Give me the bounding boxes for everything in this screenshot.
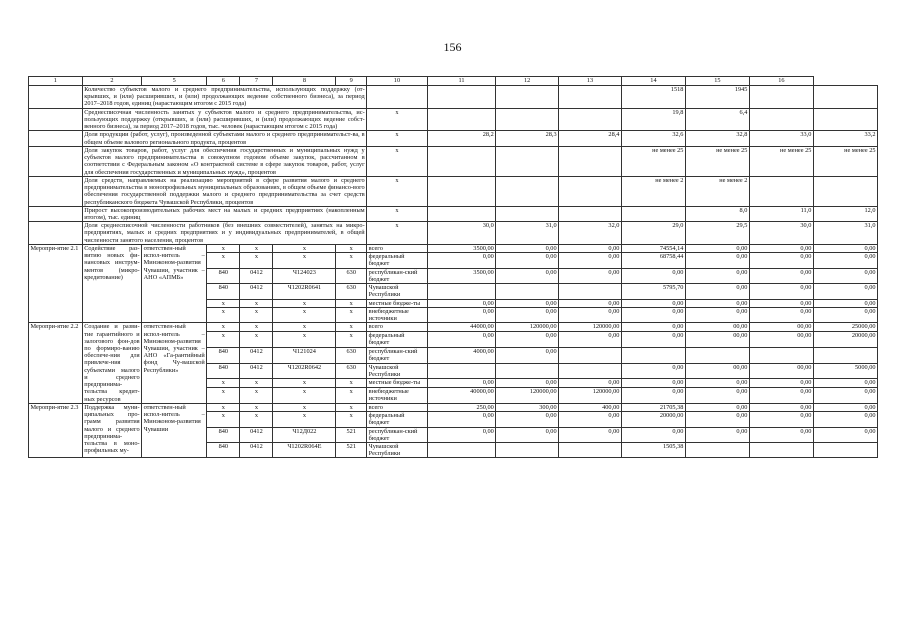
indicator-value xyxy=(427,108,496,131)
expense-type-code: х xyxy=(336,323,367,331)
indicator-value xyxy=(427,146,496,176)
funding-value xyxy=(427,443,496,458)
funding-value: 0,00 xyxy=(559,427,622,442)
header-cell: 15 xyxy=(685,77,749,86)
funding-value: 0,00 xyxy=(749,244,813,252)
funding-value: 0,00 xyxy=(813,427,877,442)
funding-value: 120000,00 xyxy=(559,387,622,403)
funding-value: 0,00 xyxy=(559,412,622,427)
funding-value: 0,00 xyxy=(621,299,685,307)
grbs-code: х xyxy=(207,299,240,307)
expense-type-code: х xyxy=(336,387,367,403)
funding-value: 00,00 xyxy=(685,363,749,379)
grbs-code: х xyxy=(207,379,240,387)
indicator-value xyxy=(559,86,622,109)
funding-value: 5000,00 xyxy=(813,363,877,379)
funding-value xyxy=(496,284,559,299)
funding-value xyxy=(427,363,496,379)
funding-value: 0,00 xyxy=(685,403,749,411)
indicator-value: не менее 25 xyxy=(685,146,749,176)
funding-source: всего xyxy=(367,403,428,411)
funding-value: 0,00 xyxy=(621,268,685,283)
grbs-code: х xyxy=(207,307,240,322)
empty-cell xyxy=(29,146,83,176)
grbs-code: х xyxy=(207,323,240,331)
target-article-code: х xyxy=(273,379,336,387)
measure-name: Создание и разви-тие гарантийного и залогового фон-дов по формиро-ванию обеспече-ния для привлече-ния субъектами малого и среднего предпринима-тельства кредит-ных ресурсов xyxy=(84,323,140,403)
section-code: х xyxy=(240,379,273,387)
measure-label: Меропри-ятие 2.1 xyxy=(29,244,83,322)
indicator-value xyxy=(621,206,685,221)
funding-value: 0,00 xyxy=(559,331,622,347)
funding-value: 0,00 xyxy=(813,299,877,307)
target-article-code: Ч1202R064E xyxy=(273,443,336,458)
funding-value: 0,00 xyxy=(559,379,622,387)
funding-value xyxy=(559,443,622,458)
indicator-value: х xyxy=(367,108,428,131)
funding-value: 0,00 xyxy=(685,307,749,322)
target-article-code: Ч12Д022 xyxy=(273,427,336,442)
funding-source: внебюджетные источники xyxy=(367,387,428,403)
section-code: х xyxy=(240,307,273,322)
responsible-executor: ответствен-ный испол-нитель – Минэконом-развития Чувашии, участник – АНО «АПМБ» xyxy=(142,244,207,322)
indicator-value: не менее 2 xyxy=(685,176,749,206)
indicator-value xyxy=(559,206,622,221)
indicator-row xyxy=(29,146,878,176)
header-cell: 10 xyxy=(367,77,428,86)
funding-value: 0,00 xyxy=(496,253,559,268)
funding-value xyxy=(621,347,685,363)
header-cell: 1 xyxy=(29,77,83,86)
indicator-value: не менее 25 xyxy=(621,146,685,176)
funding-value: 0,00 xyxy=(749,403,813,411)
expense-type-code: 630 xyxy=(336,347,367,363)
funding-value: 0,00 xyxy=(621,387,685,403)
funding-value: 250,00 xyxy=(427,403,496,411)
indicator-value xyxy=(813,86,877,109)
target-article-code: х xyxy=(273,323,336,331)
grbs-code: х xyxy=(207,331,240,347)
empty-cell xyxy=(29,176,83,206)
funding-value: 00,00 xyxy=(685,331,749,347)
indicator-value: 32,8 xyxy=(685,131,749,146)
funding-value: 120000,00 xyxy=(496,323,559,331)
funding-value: 3500,00 xyxy=(427,244,496,252)
funding-source: внебюджетные источники xyxy=(367,307,428,322)
expense-type-code: х xyxy=(336,403,367,411)
target-article-code: х xyxy=(273,299,336,307)
funding-value: 0,00 xyxy=(427,379,496,387)
expense-type-code: 630 xyxy=(336,268,367,283)
funding-value: 0,00 xyxy=(813,244,877,252)
indicator-value xyxy=(427,206,496,221)
funding-value: 0,00 xyxy=(685,299,749,307)
target-article-code: Ч124023 xyxy=(273,268,336,283)
funding-value xyxy=(559,284,622,299)
funding-value: 0,00 xyxy=(685,379,749,387)
section-code: х xyxy=(240,253,273,268)
funding-value: 25000,00 xyxy=(813,323,877,331)
funding-value: 21705,38 xyxy=(621,403,685,411)
funding-value: 0,00 xyxy=(813,379,877,387)
grbs-code: х xyxy=(207,244,240,252)
funding-value: 0,00 xyxy=(749,307,813,322)
indicator-value xyxy=(367,86,428,109)
indicator-value xyxy=(813,108,877,131)
target-article-code: х xyxy=(273,331,336,347)
funding-value: 20000,00 xyxy=(621,412,685,427)
indicator-row xyxy=(29,176,878,206)
measure-row xyxy=(29,403,878,411)
funding-value xyxy=(749,347,813,363)
funding-value: 0,00 xyxy=(427,412,496,427)
funding-value: 0,00 xyxy=(559,268,622,283)
measure-name: Поддержка муни-ципальных про-грамм развития малого и среднего предпринима-тельства в моно-профильных му- xyxy=(82,403,141,458)
funding-value: 20000,00 xyxy=(813,331,877,347)
funding-value: 00,00 xyxy=(749,331,813,347)
funding-value xyxy=(685,347,749,363)
section-code: х xyxy=(240,299,273,307)
expense-type-code: 630 xyxy=(336,363,367,379)
funding-value: 0,00 xyxy=(427,331,496,347)
indicator-value xyxy=(496,86,559,109)
funding-value: 0,00 xyxy=(496,331,559,347)
indicator-value: 33,2 xyxy=(813,131,877,146)
expense-type-code: х xyxy=(336,331,367,347)
grbs-code: 840 xyxy=(207,347,240,363)
grbs-code: х xyxy=(207,403,240,411)
indicator-row xyxy=(29,86,878,109)
indicator-row xyxy=(29,108,878,131)
funding-value: 0,00 xyxy=(621,331,685,347)
funding-value xyxy=(496,363,559,379)
measure-row xyxy=(29,244,878,252)
funding-value: 0,00 xyxy=(559,299,622,307)
empty-cell xyxy=(29,206,83,221)
header-cell: 12 xyxy=(496,77,559,86)
section-code: 0412 xyxy=(240,268,273,283)
expense-type-code: х xyxy=(336,379,367,387)
funding-value xyxy=(559,347,622,363)
indicator-value xyxy=(427,176,496,206)
funding-value: 0,00 xyxy=(559,307,622,322)
funding-value: 74554,14 xyxy=(621,244,685,252)
grbs-code: х xyxy=(207,253,240,268)
funding-value xyxy=(685,443,749,458)
funding-value: 4000,00 xyxy=(427,347,496,363)
funding-source: федеральный бюджет xyxy=(367,253,428,268)
funding-value: 0,00 xyxy=(496,307,559,322)
target-article-code: х xyxy=(273,307,336,322)
indicator-value xyxy=(749,86,813,109)
indicator-value: 33,0 xyxy=(749,131,813,146)
funding-value: 1505,38 xyxy=(621,443,685,458)
funding-value: 0,00 xyxy=(685,284,749,299)
target-article-code: х xyxy=(273,253,336,268)
indicator-value: х xyxy=(367,176,428,206)
expense-type-code: х xyxy=(336,412,367,427)
indicator-text: Доля закупок товаров, работ, услуг для обеспечения государственных и муниципальных нужд у субъектов малого предпринимательства в совокупном годовом объеме закупок, рассчитанном в соответствии с Федеральным законом «О контрактной системе в сфере закупок товаров, работ, услуг для обеспечения государственных и муниципальных нужд», процентов xyxy=(84,146,365,176)
indicator-row xyxy=(29,131,878,146)
funding-value: 44000,00 xyxy=(427,323,496,331)
funding-value: 0,00 xyxy=(749,299,813,307)
target-article-code: Ч121024 xyxy=(273,347,336,363)
funding-source: местные бюдже-ты xyxy=(367,379,428,387)
funding-value: 0,00 xyxy=(496,347,559,363)
header-cell: 2 xyxy=(82,77,141,86)
funding-value xyxy=(427,284,496,299)
indicator-row xyxy=(29,206,878,221)
responsible-executor: ответствен-ный испол-нитель – Минэконом-развития Чувашии xyxy=(142,403,207,458)
funding-value xyxy=(813,347,877,363)
indicator-text: Прирост высокопроизводительных рабочих мест на малых и средних предприятиях (накопленным итогом), тыс. единиц xyxy=(84,206,365,221)
indicator-value: не менее 2 xyxy=(621,176,685,206)
section-code: 0412 xyxy=(240,427,273,442)
indicator-text: Доля среднесписочной численности работников (без внешних совместителей), занятых на микро-предприятиях, малых и средних предприятиях и у индивидуальных предпринимателей, в общей численности занятого населения, процентов xyxy=(84,222,365,244)
target-article-code: х xyxy=(273,403,336,411)
funding-value: 0,00 xyxy=(749,253,813,268)
empty-cell xyxy=(29,108,83,131)
header-cell: 13 xyxy=(559,77,622,86)
funding-source: федеральный бюджет xyxy=(367,412,428,427)
indicator-value xyxy=(559,108,622,131)
funding-source: республикан-ский бюджет xyxy=(367,347,428,363)
indicator-value: 31,0 xyxy=(813,222,877,245)
funding-value: 0,00 xyxy=(496,268,559,283)
funding-source: Чувашской Республики xyxy=(367,284,428,299)
grbs-code: х xyxy=(207,412,240,427)
indicator-value xyxy=(559,176,622,206)
funding-value: 120000,00 xyxy=(559,323,622,331)
funding-value: 0,00 xyxy=(685,268,749,283)
funding-value: 0,00 xyxy=(427,253,496,268)
expense-type-code: 521 xyxy=(336,443,367,458)
grbs-code: х xyxy=(207,387,240,403)
indicator-value xyxy=(496,206,559,221)
funding-value: 0,00 xyxy=(559,244,622,252)
program-table xyxy=(28,76,878,458)
indicator-value: 30,0 xyxy=(749,222,813,245)
indicator-value: х xyxy=(367,206,428,221)
funding-value xyxy=(813,443,877,458)
indicator-value xyxy=(427,86,496,109)
indicator-value xyxy=(496,146,559,176)
indicator-value: х xyxy=(367,131,428,146)
funding-source: Чувашской Республики xyxy=(367,443,428,458)
indicator-value: х xyxy=(367,222,428,245)
indicator-value: 32,6 xyxy=(621,131,685,146)
header-cell: 11 xyxy=(427,77,496,86)
funding-value: 00,00 xyxy=(749,363,813,379)
indicator-text: Доля продукции (работ, услуг), произведенной субъектами малого и среднего предпринимательст-ва, в общем объеме валового регионального продукта, процентов xyxy=(84,131,365,146)
indicator-value: х xyxy=(367,146,428,176)
funding-value: 400,00 xyxy=(559,403,622,411)
funding-value: 0,00 xyxy=(813,403,877,411)
funding-value: 0,00 xyxy=(685,253,749,268)
funding-value: 40000,00 xyxy=(427,387,496,403)
expense-type-code: х xyxy=(336,307,367,322)
section-code: х xyxy=(240,403,273,411)
funding-value: 0,00 xyxy=(621,379,685,387)
funding-value: 0,00 xyxy=(813,387,877,403)
funding-value: 0,00 xyxy=(685,244,749,252)
indicator-value: 19,8 xyxy=(621,108,685,131)
section-code: 0412 xyxy=(240,284,273,299)
funding-value: 0,00 xyxy=(749,412,813,427)
funding-value xyxy=(496,443,559,458)
funding-value: 0,00 xyxy=(685,427,749,442)
empty-cell xyxy=(29,86,83,109)
measure-name: Содействие раз-витию новых фи-нансовых инструм-ментов (микро-кредитование) xyxy=(82,244,141,322)
funding-source: Чувашской Республики xyxy=(367,363,428,379)
funding-value xyxy=(559,363,622,379)
target-article-code: х xyxy=(273,387,336,403)
funding-value: 0,00 xyxy=(621,307,685,322)
indicator-value: не менее 25 xyxy=(813,146,877,176)
funding-value: 5795,70 xyxy=(621,284,685,299)
funding-value: 0,00 xyxy=(685,387,749,403)
funding-value: 0,00 xyxy=(496,244,559,252)
funding-value: 0,00 xyxy=(813,284,877,299)
funding-value: 0,00 xyxy=(496,379,559,387)
funding-value: 0,00 xyxy=(685,412,749,427)
empty-cell xyxy=(29,222,83,245)
indicator-value xyxy=(749,176,813,206)
grbs-code: 840 xyxy=(207,427,240,442)
indicator-value: 1518 xyxy=(621,86,685,109)
indicator-value: 31,0 xyxy=(496,222,559,245)
indicator-value xyxy=(559,146,622,176)
indicator-text: Количество субъектов малого и среднего предпринимательства, использующих поддержку (от-крывших, и (или) расширивших, и (или) продолжающих ведение собственного бизнеса), за период 2017–2018 годов, единиц (нарастающим итогом с 2015 года) xyxy=(84,86,365,108)
funding-value: 00,00 xyxy=(685,323,749,331)
expense-type-code: х xyxy=(336,299,367,307)
indicator-value xyxy=(749,108,813,131)
section-code: х xyxy=(240,244,273,252)
indicator-value: 8,0 xyxy=(685,206,749,221)
section-code: х xyxy=(240,412,273,427)
section-code: 0412 xyxy=(240,347,273,363)
expense-type-code: х xyxy=(336,244,367,252)
grbs-code: 840 xyxy=(207,268,240,283)
header-cell: 6 xyxy=(207,77,240,86)
funding-value: 0,00 xyxy=(496,412,559,427)
funding-value: 0,00 xyxy=(813,307,877,322)
header-cell: 8 xyxy=(273,77,336,86)
funding-value: 0,00 xyxy=(621,427,685,442)
funding-value: 3500,00 xyxy=(427,268,496,283)
indicator-value: 32,0 xyxy=(559,222,622,245)
funding-source: республикан-ский бюджет xyxy=(367,268,428,283)
header-cell: 9 xyxy=(336,77,367,86)
indicator-value xyxy=(496,108,559,131)
header-cell: 14 xyxy=(621,77,685,86)
table-body xyxy=(29,77,878,458)
indicator-value: 12,0 xyxy=(813,206,877,221)
target-article-code: х xyxy=(273,244,336,252)
funding-value xyxy=(749,443,813,458)
grbs-code: 840 xyxy=(207,284,240,299)
indicator-value: 11,0 xyxy=(749,206,813,221)
funding-value: 0,00 xyxy=(749,268,813,283)
responsible-executor: ответствен-ный испол-нитель – Минэконом-развития Чувашии, участник – АНО «Га-рантийный фонд Чу-вашской Республики» xyxy=(142,323,207,404)
measure-label: Меропри-ятие 2.2 xyxy=(29,323,83,404)
funding-value: 0,00 xyxy=(749,387,813,403)
indicator-value: 30,0 xyxy=(427,222,496,245)
funding-value: 0,00 xyxy=(427,427,496,442)
indicator-row xyxy=(29,222,878,245)
section-code: х xyxy=(240,331,273,347)
funding-value: 0,00 xyxy=(749,379,813,387)
indicator-value xyxy=(813,176,877,206)
page-number: 156 xyxy=(443,40,462,54)
indicator-value: 29,0 xyxy=(621,222,685,245)
funding-source: всего xyxy=(367,323,428,331)
funding-value: 0,00 xyxy=(427,299,496,307)
grbs-code: 840 xyxy=(207,443,240,458)
indicator-value xyxy=(496,176,559,206)
funding-value: 0,00 xyxy=(496,299,559,307)
funding-source: республикан-ский бюджет xyxy=(367,427,428,442)
funding-value: 0,00 xyxy=(813,412,877,427)
grbs-code: 840 xyxy=(207,363,240,379)
header-cell: 16 xyxy=(749,77,813,86)
funding-value: 300,00 xyxy=(496,403,559,411)
header-row xyxy=(29,77,878,86)
indicator-value: 1945 xyxy=(685,86,749,109)
funding-value: 0,00 xyxy=(621,363,685,379)
empty-cell xyxy=(29,131,83,146)
funding-value: 0,00 xyxy=(749,427,813,442)
funding-value: 0,00 xyxy=(749,284,813,299)
expense-type-code: х xyxy=(336,253,367,268)
header-cell: 5 xyxy=(142,77,207,86)
funding-value: 00,00 xyxy=(749,323,813,331)
indicator-text: Доля средств, направляемых на реализацию мероприятий в сфере развития малого и среднего предпринимательства в монопрофильных муниципальных образованиях, в общем объеме финансо-вого обеспечения государственной поддержки малого и среднего предпринимательства за счет средств республиканского бюджета Чувашской Республики, процентов xyxy=(84,176,365,206)
target-article-code: Ч1202R0642 xyxy=(273,363,336,379)
section-code: х xyxy=(240,323,273,331)
funding-source: местные бюдже-ты xyxy=(367,299,428,307)
section-code: 0412 xyxy=(240,443,273,458)
funding-value: 0,00 xyxy=(621,323,685,331)
target-article-code: х xyxy=(273,412,336,427)
section-code: 0412 xyxy=(240,363,273,379)
indicator-value: 28,2 xyxy=(427,131,496,146)
funding-source: всего xyxy=(367,244,428,252)
funding-value: 120000,00 xyxy=(496,387,559,403)
measure-label: Меропри-ятие 2.3 xyxy=(29,403,83,458)
funding-source: федеральный бюджет xyxy=(367,331,428,347)
indicator-value: 28,4 xyxy=(559,131,622,146)
header-cell: 7 xyxy=(240,77,273,86)
funding-value: 0,00 xyxy=(813,253,877,268)
funding-value: 0,00 xyxy=(427,307,496,322)
expense-type-code: 521 xyxy=(336,427,367,442)
section-code: х xyxy=(240,387,273,403)
indicator-value: 6,4 xyxy=(685,108,749,131)
funding-value: 0,00 xyxy=(496,427,559,442)
expense-type-code: 630 xyxy=(336,284,367,299)
target-article-code: Ч1202R0641 xyxy=(273,284,336,299)
indicator-value: 28,3 xyxy=(496,131,559,146)
funding-value: 68758,44 xyxy=(621,253,685,268)
measure-row xyxy=(29,323,878,331)
indicator-value: 29,5 xyxy=(685,222,749,245)
funding-value: 0,00 xyxy=(813,268,877,283)
indicator-value: не менее 25 xyxy=(749,146,813,176)
funding-value: 0,00 xyxy=(559,253,622,268)
indicator-text: Среднесписочная численность занятых у субъектов малого и среднего предпринимательства, ис-пользующих поддержку (открывших, и (или) расширивших, и (или) продолжающих ведение собст-венного бизнеса), за период 2017–2018 годов, тыс. человек (нарастающим итогом с 2015 года) xyxy=(84,108,365,131)
